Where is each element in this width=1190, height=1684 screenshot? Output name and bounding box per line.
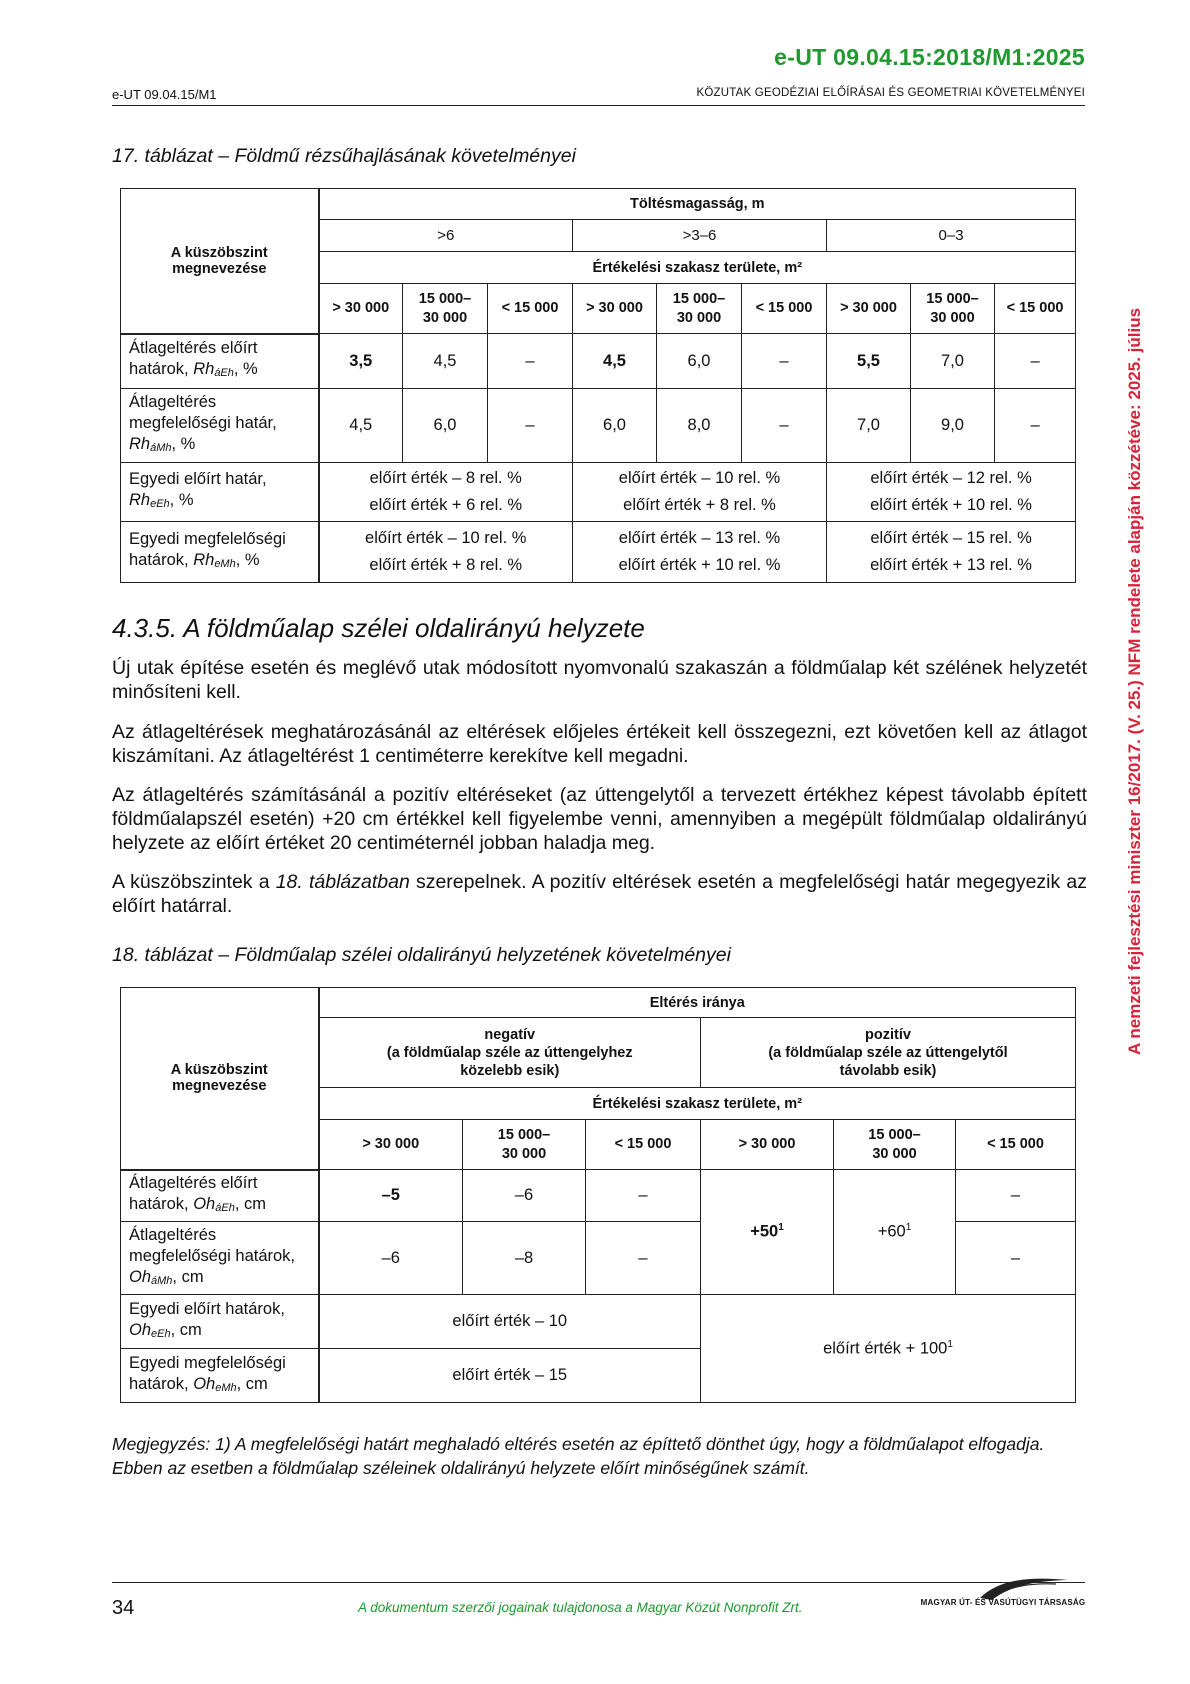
table-cell: –	[995, 334, 1076, 389]
table17-fill-height-header: Töltésmagasság, m	[319, 189, 1076, 220]
table-cell: –	[742, 334, 827, 389]
table-row	[121, 334, 1076, 389]
table-row	[121, 1170, 1076, 1222]
row-label-text: Átlageltérés előírt határok,	[129, 1173, 258, 1213]
table-row	[121, 463, 1076, 522]
row-label-symbol: Rh	[193, 360, 215, 379]
table18-row-label	[121, 1295, 319, 1349]
row-label-symbol: Oh	[193, 1194, 216, 1213]
table-row	[121, 389, 1076, 463]
table18-positive-header: pozitív (a földműalap széle az úttengelytől távolabb esik)	[701, 1018, 1076, 1088]
side-publication-note	[1125, 165, 1147, 1055]
table-cell: –6	[319, 1222, 463, 1295]
table-cell: –	[956, 1222, 1076, 1295]
paragraph-text: A küszöbszintek a	[112, 871, 276, 893]
document-id: e-UT 09.04.15:2018/M1:2025	[774, 44, 1085, 70]
paragraph	[112, 870, 1087, 918]
table18-col-header: < 15 000	[586, 1120, 701, 1170]
table-cell: előírt érték – 10 rel. % előírt érték + 8 rel. %	[573, 463, 827, 522]
table17-col-header: < 15 000	[995, 284, 1076, 334]
cell-value: előírt érték + 100	[823, 1339, 948, 1358]
row-label-unit: , cm	[170, 1320, 202, 1339]
table-cell: 4,5	[573, 334, 657, 389]
table18	[120, 987, 1076, 1403]
row-label-text: Egyedi előírt határ,	[129, 470, 267, 488]
table17-row-label	[121, 389, 319, 463]
table18-col-header: > 30 000	[319, 1120, 463, 1170]
table17-col-header: 15 000– 30 000	[403, 284, 488, 334]
footnote-mark: 1	[905, 1222, 912, 1234]
table18-col-header: 15 000– 30 000	[463, 1120, 586, 1170]
table17-caption: 17. táblázat – Földmű rézsűhajlásának követelményei	[112, 145, 576, 167]
table-cell: előírt érték – 8 rel. % előírt érték + 6 rel. %	[319, 463, 573, 522]
table-cell: 4,5	[403, 334, 488, 389]
table-reference-link[interactable]: 18. táblázatban	[275, 871, 410, 893]
paragraph: Az átlageltérések meghatározásánál az eltérések előjeles értékeit kell összegezni, ezt követően kell az átlagot kiszámítani. Az átlageltérést 1 centiméterre kerekítve kell megadni.	[112, 721, 1087, 767]
side-note-text: A nemzeti fejlesztési miniszter 16/2017. (V. 25.) NFM rendelete alapján közzétéve: 2025. július	[1125, 307, 1144, 1055]
table-cell: előírt érték – 10 rel. % előírt érték + 8 rel. %	[319, 522, 573, 583]
table18-row-label	[121, 1222, 319, 1295]
table17-col-header: > 30 000	[319, 284, 403, 334]
row-label-subscript: eMh	[214, 558, 236, 570]
row-label-unit: , %	[169, 491, 194, 509]
table-cell: előírt érték – 10	[319, 1295, 701, 1349]
table-cell: 3,5	[319, 334, 403, 389]
section-heading: 4.3.5. A földműalap szélei oldalirányú helyzete	[112, 613, 645, 643]
table-cell: 7,0	[911, 334, 995, 389]
footnote-mark: 1	[947, 1338, 953, 1350]
table17	[120, 188, 1076, 583]
table17-col-header: > 30 000	[573, 284, 657, 334]
row-label-text: Egyedi megfelelőségi határok,	[129, 530, 286, 569]
table17-row-label	[121, 334, 319, 389]
table17-area-header: Értékelési szakasz területe, m²	[319, 252, 1076, 284]
running-title: KÖZUTAK GEODÉZIAI ELŐÍRÁSAI ÉS GEOMETRIAI KÖVETELMÉNYEI	[696, 87, 1085, 99]
table17-threshold-header: A küszöbszint megnevezése	[121, 189, 319, 334]
table-cell: 7,0	[827, 389, 911, 463]
row-label-unit: , cm	[234, 1194, 266, 1213]
table17-col-header: 15 000– 30 000	[911, 284, 995, 334]
row-label-unit: , %	[233, 360, 258, 379]
table-cell: előírt érték – 15 rel. % előírt érték + 13 rel. %	[827, 522, 1076, 583]
row-label-text: Egyedi előírt határok,	[129, 1299, 285, 1318]
table-cell: előírt érték – 15	[319, 1349, 701, 1403]
row-label-subscript: áMh	[150, 442, 172, 454]
row-label-text: Átlageltérés megfelelőségi határ,	[129, 393, 277, 432]
cell-value: +60	[877, 1222, 906, 1241]
table17-col-header: 15 000– 30 000	[657, 284, 742, 334]
table-cell	[701, 1295, 1076, 1403]
publisher-logo-text: MAGYAR ÚT- ÉS VASÚTÜGYI TÁRSASÁG	[920, 1598, 1086, 1607]
table-cell: –	[956, 1170, 1076, 1222]
table18-col-header: < 15 000	[956, 1120, 1076, 1170]
row-label-subscript: áMh	[151, 1274, 173, 1287]
table-cell: –	[586, 1222, 701, 1295]
table17-group-header: >6	[319, 220, 573, 252]
row-label-symbol: Oh	[129, 1320, 152, 1339]
publisher-logo	[918, 1572, 1088, 1612]
table-note: Megjegyzés: 1) A megfelelőségi határt meghaladó eltérés esetén az építtető dönthet úgy, hogy a földműalapot elfogadja. Ebben az esetben a földműalap széleinek oldalirányú helyzete előírt minőségűnek számít.	[112, 1434, 1045, 1478]
table-cell: –	[742, 389, 827, 463]
table18-direction-header: Eltérés iránya	[319, 988, 1076, 1018]
table18-threshold-header: A küszöbszint megnevezése	[121, 988, 319, 1170]
table-cell: 5,5	[827, 334, 911, 389]
row-label-text: Egyedi megfelelőségi határok,	[129, 1353, 286, 1393]
table-cell: 6,0	[403, 389, 488, 463]
paragraph-text: szerepelnek. A pozitív eltérések esetén a megfelelőségi határ megegyezik az előírt határral.	[112, 871, 1087, 917]
table-cell: 6,0	[573, 389, 657, 463]
table-cell: –	[488, 334, 573, 389]
table-cell	[701, 1170, 834, 1295]
table18-col-header: > 30 000	[701, 1120, 834, 1170]
table-cell: –	[995, 389, 1076, 463]
row-label-symbol: Oh	[193, 1374, 216, 1393]
row-label-unit: , cm	[172, 1267, 204, 1286]
row-label-unit: , cm	[236, 1374, 268, 1393]
table17-group-header: 0–3	[827, 220, 1076, 252]
table-cell	[834, 1170, 956, 1295]
table17-row-label	[121, 463, 319, 522]
table17-col-header: > 30 000	[827, 284, 911, 334]
table-cell: –5	[319, 1170, 463, 1222]
short-doc-id: e-UT 09.04.15/M1	[112, 87, 217, 102]
copyright-notice: A dokumentum szerzői jogainak tulajdonosa a Magyar Közút Nonprofit Zrt.	[358, 1600, 803, 1615]
row-label-symbol: Rh	[193, 551, 215, 569]
table-cell: előírt érték – 12 rel. % előírt érték + 10 rel. %	[827, 463, 1076, 522]
header-rule	[112, 105, 1085, 106]
footnote-mark: 1	[778, 1222, 784, 1234]
table-cell: –8	[463, 1222, 586, 1295]
row-label-subscript: eEh	[150, 498, 170, 510]
table17-group-header: >3–6	[573, 220, 827, 252]
table18-row-label	[121, 1170, 319, 1222]
table18-col-header: 15 000– 30 000	[834, 1120, 956, 1170]
table-cell: –6	[463, 1170, 586, 1222]
table-row	[121, 522, 1076, 583]
table-cell: 9,0	[911, 389, 995, 463]
table-cell: 8,0	[657, 389, 742, 463]
row-label-subscript: áEh	[215, 1201, 235, 1214]
table18-negative-header: negatív (a földműalap széle az úttengelyhez közelebb esik)	[319, 1018, 701, 1088]
row-label-subscript: áEh	[214, 367, 234, 380]
table18-row-label	[121, 1349, 319, 1403]
table-cell: 6,0	[657, 334, 742, 389]
page-number: 34	[112, 1597, 135, 1619]
row-label-symbol: Rh	[129, 491, 151, 509]
cell-value: +50	[750, 1222, 779, 1241]
row-label-subscript: eEh	[151, 1327, 171, 1340]
table-cell: –	[586, 1170, 701, 1222]
table17-col-header: < 15 000	[742, 284, 827, 334]
row-label-unit: , %	[171, 435, 196, 453]
paragraph: Az átlageltérés számításánál a pozitív eltéréseket (az úttengelytől a tervezett értékhez képest távolabb épített földműalapszél esetén) +20 cm értékkel kell figyelembe venni, amennyiben a megépült földműalap oldalirányú helyzete az előírt értéket 20 centiméternél jobban haladja meg.	[112, 784, 1087, 854]
table17-col-header: < 15 000	[488, 284, 573, 334]
row-label-text: Átlageltérés előírt határok,	[129, 339, 258, 379]
table-row	[121, 1295, 1076, 1349]
row-label-symbol: Rh	[129, 435, 151, 453]
table18-area-header: Értékelési szakasz területe, m²	[319, 1088, 1076, 1120]
row-label-unit: , %	[235, 551, 260, 569]
table-cell: –	[488, 389, 573, 463]
table-cell: 4,5	[319, 389, 403, 463]
row-label-subscript: eMh	[215, 1381, 237, 1394]
row-label-symbol: Oh	[129, 1267, 152, 1286]
row-label-text: Átlageltérés megfelelőségi határok,	[129, 1225, 296, 1265]
table17-row-label	[121, 522, 319, 583]
paragraph: Új utak építése esetén és meglévő utak módosított nyomvonalú szakaszán a földműalap két szélének helyzetét minősíteni kell.	[112, 657, 1087, 703]
table18-caption: 18. táblázat – Földműalap szélei oldalirányú helyzetének követelményei	[112, 944, 731, 966]
table-cell: előírt érték – 13 rel. % előírt érték + 10 rel. %	[573, 522, 827, 583]
